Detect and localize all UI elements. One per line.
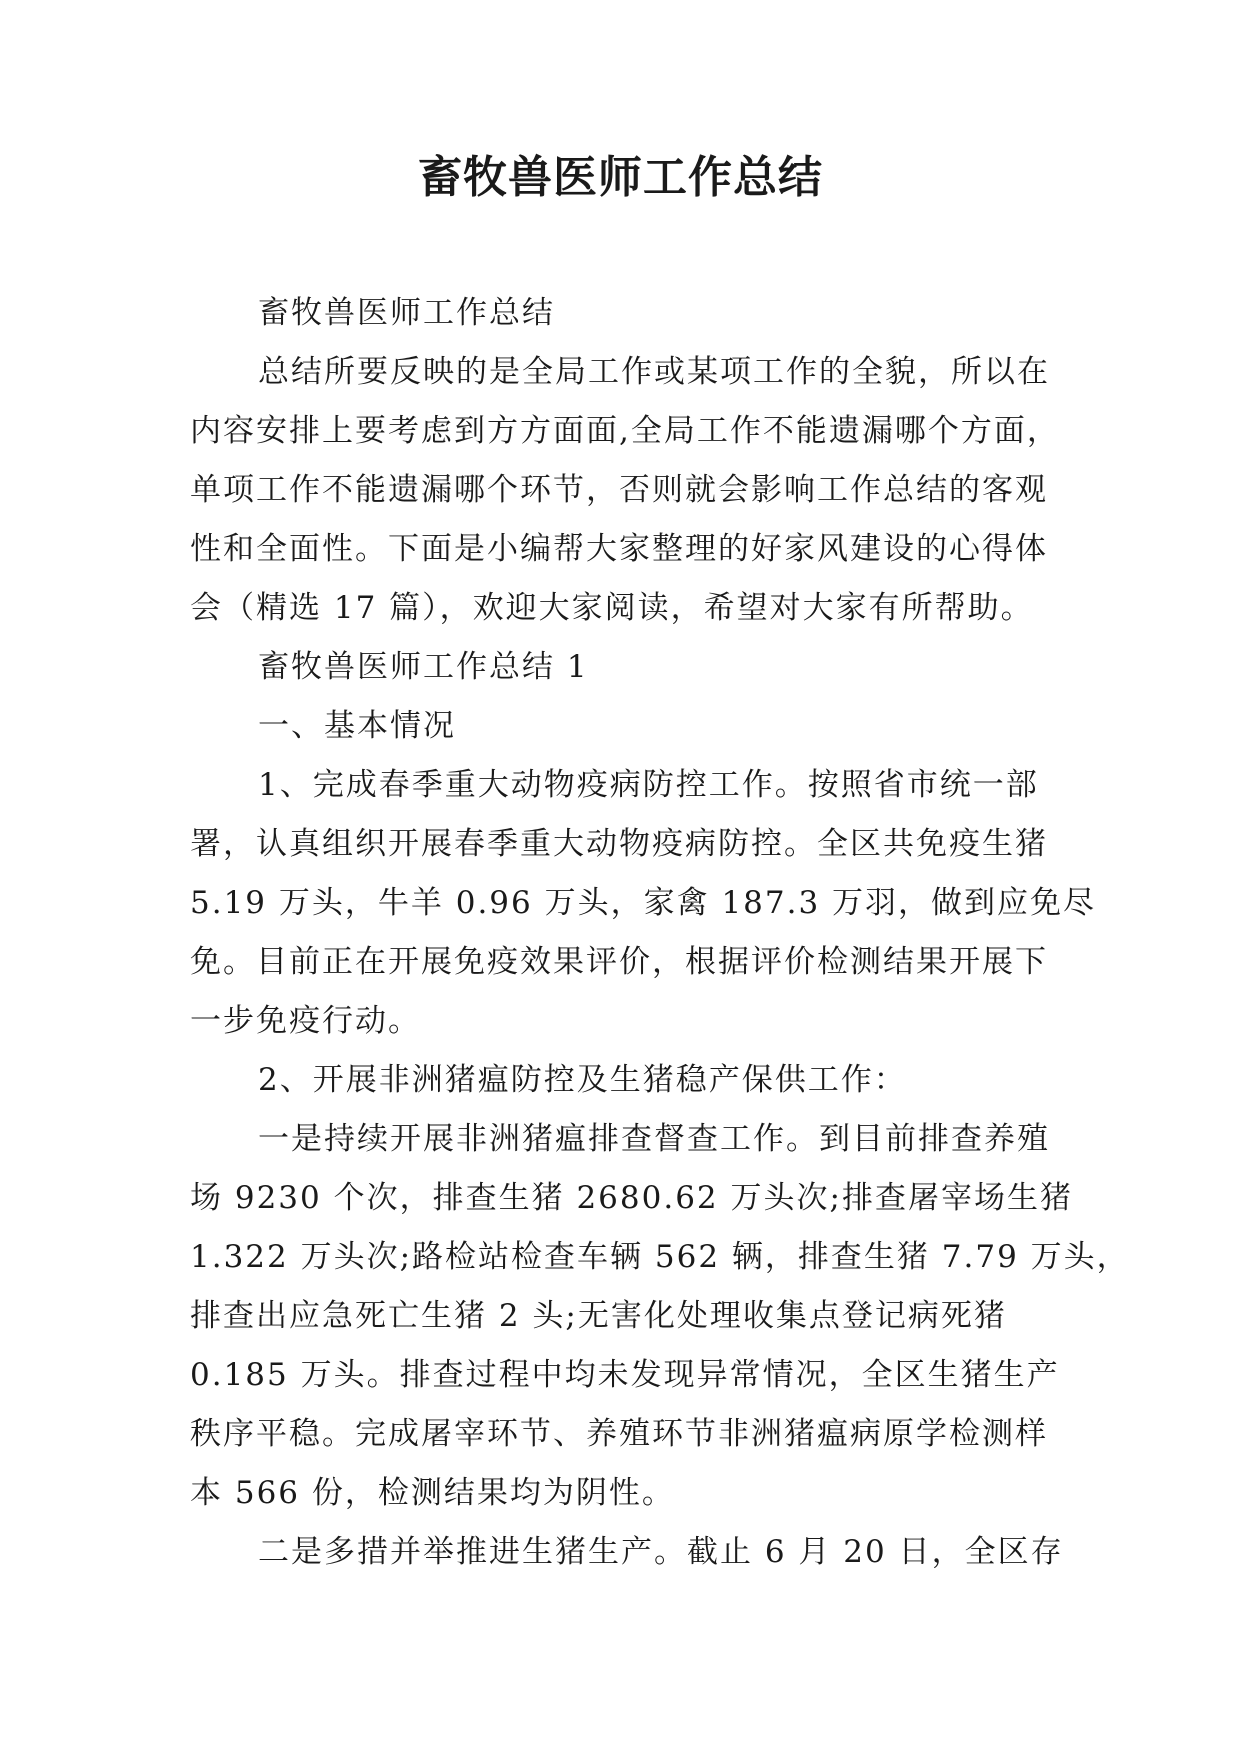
document-title: 畜牧兽医师工作总结 xyxy=(418,152,823,203)
text-line: 内容安排上要考虑到方方面面,全局工作不能遗漏哪个方面， xyxy=(190,413,1060,449)
document-body xyxy=(190,284,1130,1582)
text-line: 总结所要反映的是全局工作或某项工作的全貌，所以在 xyxy=(258,354,1050,390)
text-line: 二是多措并举推进生猪生产。截止 6 月 20 日，全区存 xyxy=(258,1534,1064,1570)
text-line: 场 9230 个次，排查生猪 2680.62 万头次;排查屠宰场生猪 xyxy=(190,1180,1073,1216)
text-line: 1、完成春季重大动物疫病防控工作。按照省市统一部 xyxy=(258,767,1039,803)
text-line: 畜牧兽医师工作总结 1 xyxy=(258,649,589,685)
text-line: 5.19 万头，牛羊 0.96 万头，家禽 187.3 万羽，做到应免尽 xyxy=(190,885,1097,921)
text-line: 免。目前正在开展免疫效果评价，根据评价检测结果开展下 xyxy=(190,944,1048,980)
text-line: 本 566 份，检测结果均为阴性。 xyxy=(190,1475,675,1511)
text-line: 秩序平稳。完成屠宰环节、养殖环节非洲猪瘟病原学检测样 xyxy=(190,1416,1048,1452)
text-line: 0.185 万头。排查过程中均未发现异常情况，全区生猪生产 xyxy=(190,1357,1060,1393)
text-line: 畜牧兽医师工作总结 xyxy=(258,295,555,331)
text-line: 会（精选 17 篇），欢迎大家阅读，希望对大家有所帮助。 xyxy=(190,590,1034,626)
text-line: 一是持续开展非洲猪瘟排查督查工作。到目前排查养殖 xyxy=(258,1121,1050,1157)
text-line: 排查出应急死亡生猪 2 头;无害化处理收集点登记病死猪 xyxy=(190,1298,1007,1334)
text-line: 单项工作不能遗漏哪个环节，否则就会影响工作总结的客观 xyxy=(190,472,1048,508)
text-line: 2、开展非洲猪瘟防控及生猪稳产保供工作： xyxy=(258,1062,907,1098)
text-line: 一、基本情况 xyxy=(258,708,456,744)
text-line: 性和全面性。下面是小编帮大家整理的好家风建设的心得体 xyxy=(190,531,1048,567)
text-line: 1.322 万头次;路检站检查车辆 562 辆，排查生猪 7.79 万头， xyxy=(190,1239,1130,1275)
text-line: 署，认真组织开展春季重大动物疫病防控。全区共免疫生猪 xyxy=(190,826,1048,862)
text-line: 一步免疫行动。 xyxy=(190,1003,421,1039)
